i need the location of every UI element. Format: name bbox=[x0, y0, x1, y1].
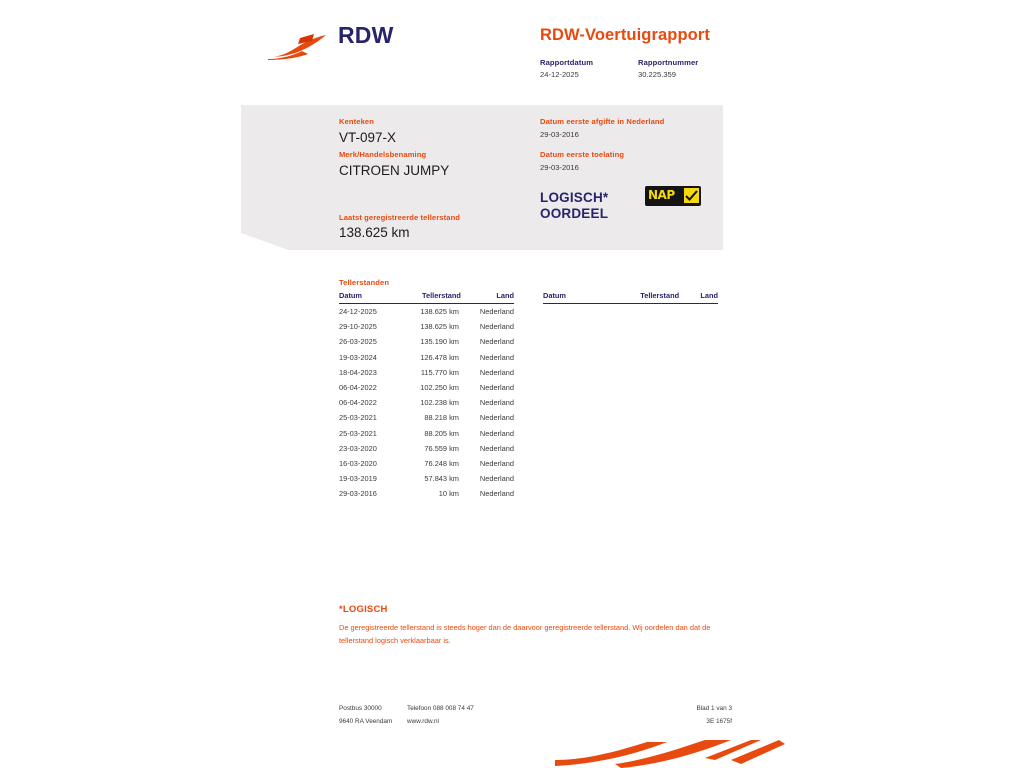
cell-odometer: 57.843 km bbox=[424, 474, 459, 484]
footer-address-line-1: Postbus 30000 bbox=[339, 705, 382, 712]
table-row bbox=[339, 380, 514, 395]
footnote-title-text: LOGISCH bbox=[342, 604, 388, 615]
cell-country: Nederland bbox=[479, 489, 514, 499]
last-odometer-value: 138.625 km bbox=[339, 225, 410, 240]
table-row bbox=[339, 486, 514, 501]
nap-badge-label: NAP bbox=[648, 188, 675, 202]
cell-country: Nederland bbox=[479, 322, 514, 332]
odometer-table bbox=[339, 291, 514, 501]
cell-date: 06-04-2022 bbox=[339, 398, 377, 408]
table-header-row bbox=[339, 291, 514, 304]
table-row bbox=[339, 395, 514, 410]
vehicle-summary-panel bbox=[241, 105, 723, 250]
cell-date: 06-04-2022 bbox=[339, 383, 377, 393]
column-header-date: Datum bbox=[339, 291, 398, 304]
cell-odometer: 102.250 km bbox=[420, 383, 459, 393]
cell-date: 25-03-2021 bbox=[339, 428, 377, 438]
footer-page-info: Blad 1 van 3 bbox=[696, 705, 732, 712]
table-row bbox=[339, 456, 514, 471]
cell-odometer: 88.205 km bbox=[424, 428, 459, 438]
meta-value: 30.225.359 bbox=[638, 70, 677, 79]
cell-country: Nederland bbox=[479, 443, 514, 453]
bottom-decorative-logo-icon bbox=[555, 738, 785, 768]
footer-form-code: 3E 1675f bbox=[706, 718, 732, 725]
footer-address-line-2: 9640 RA Veendam bbox=[339, 718, 393, 725]
verdict-block bbox=[540, 190, 608, 222]
column-header-odometer: Tellerstand bbox=[594, 291, 680, 304]
cell-date: 18-04-2023 bbox=[339, 367, 377, 377]
cell-date: 25-03-2021 bbox=[339, 413, 377, 423]
verdict-line-2: OORDEEL bbox=[540, 206, 609, 221]
cell-date: 24-12-2025 bbox=[339, 307, 377, 317]
table-row bbox=[339, 441, 514, 456]
cell-country: Nederland bbox=[479, 398, 514, 408]
first-registration-nl-label: Datum eerste afgifte in Nederland bbox=[540, 117, 665, 126]
cell-odometer: 138.625 km bbox=[420, 307, 459, 317]
cell-date: 16-03-2020 bbox=[339, 458, 377, 468]
odometer-table-continued bbox=[543, 291, 718, 304]
cell-country: Nederland bbox=[479, 428, 514, 438]
footnote-title bbox=[339, 604, 731, 615]
meta-report-number bbox=[638, 58, 718, 79]
footnote-star: * bbox=[339, 604, 343, 615]
make-model-label: Merk/Handelsbenaming bbox=[339, 150, 427, 159]
cell-odometer: 126.478 km bbox=[420, 352, 459, 362]
page-title: RDW-Voertuigrapport bbox=[540, 26, 710, 44]
table-row bbox=[339, 365, 514, 380]
cell-odometer: 115.770 km bbox=[420, 367, 459, 377]
cell-date: 19-03-2019 bbox=[339, 474, 377, 484]
cell-odometer: 88.218 km bbox=[424, 413, 459, 423]
footnote-body: De geregistreerde tellerstand is steeds hoger dan de daarvoor geregistreerde tellerstand. Wij oordelen dan dat de tellerstand logisch verklaarbaar is. bbox=[339, 623, 711, 645]
cell-country: Nederland bbox=[479, 413, 514, 423]
column-header-odometer: Tellerstand bbox=[398, 291, 461, 304]
cell-date: 19-03-2024 bbox=[339, 352, 377, 362]
last-odometer-label: Laatst geregistreerde tellerstand bbox=[339, 213, 461, 222]
footnote-block bbox=[339, 604, 731, 647]
cell-odometer: 102.238 km bbox=[420, 398, 459, 408]
cell-date: 29-03-2016 bbox=[339, 489, 377, 499]
cell-odometer: 138.625 km bbox=[420, 322, 459, 332]
table-row bbox=[339, 304, 514, 320]
table-row bbox=[339, 319, 514, 334]
meta-report-date bbox=[540, 58, 620, 79]
table-header-row bbox=[543, 291, 718, 304]
table-row bbox=[339, 410, 514, 425]
column-header-country: Land bbox=[461, 291, 514, 304]
table-row bbox=[339, 350, 514, 365]
odometer-section-title: Tellerstanden bbox=[339, 278, 390, 287]
cell-country: Nederland bbox=[479, 337, 514, 347]
first-admission-value: 29-03-2016 bbox=[540, 163, 579, 172]
brand-name: RDW bbox=[338, 22, 394, 48]
cell-country: Nederland bbox=[479, 307, 514, 317]
nap-badge bbox=[645, 186, 701, 206]
table-row bbox=[339, 471, 514, 486]
rdw-arrow-logo-icon bbox=[268, 32, 330, 60]
column-header-country: Land bbox=[679, 291, 718, 304]
cell-date: 26-03-2025 bbox=[339, 337, 377, 347]
verdict-line-1: LOGISCH* bbox=[540, 190, 609, 205]
check-mark-icon bbox=[684, 188, 699, 203]
first-admission-label: Datum eerste toelating bbox=[540, 150, 625, 159]
cell-country: Nederland bbox=[479, 458, 514, 468]
cell-odometer: 76.248 km bbox=[424, 458, 459, 468]
make-model-value: CITROEN JUMPY bbox=[339, 163, 450, 178]
cell-date: 23-03-2020 bbox=[339, 443, 377, 453]
table-row bbox=[339, 426, 514, 441]
report-meta bbox=[540, 58, 718, 79]
first-registration-nl-value: 29-03-2016 bbox=[540, 130, 579, 139]
cell-odometer: 76.559 km bbox=[424, 443, 459, 453]
table-row bbox=[339, 334, 514, 349]
footer-website[interactable]: www.rdw.nl bbox=[407, 718, 439, 725]
meta-value: 24-12-2025 bbox=[540, 70, 579, 79]
meta-label: Rapportdatum bbox=[540, 58, 594, 67]
licence-plate-value: VT-097-X bbox=[339, 130, 397, 145]
cell-date: 29-10-2025 bbox=[339, 322, 377, 332]
cell-odometer: 135.190 km bbox=[420, 337, 459, 347]
meta-label: Rapportnummer bbox=[638, 58, 699, 67]
column-header-date: Datum bbox=[543, 291, 594, 304]
footer-phone: Telefoon 088 008 74 47 bbox=[407, 705, 474, 712]
cell-odometer: 10 km bbox=[438, 489, 459, 499]
cell-country: Nederland bbox=[479, 383, 514, 393]
cell-country: Nederland bbox=[479, 474, 514, 484]
brand-header bbox=[268, 22, 508, 66]
licence-plate-label: Kenteken bbox=[339, 117, 374, 126]
cell-country: Nederland bbox=[479, 352, 514, 362]
page-footer-right bbox=[660, 702, 732, 728]
cell-country: Nederland bbox=[479, 367, 514, 377]
